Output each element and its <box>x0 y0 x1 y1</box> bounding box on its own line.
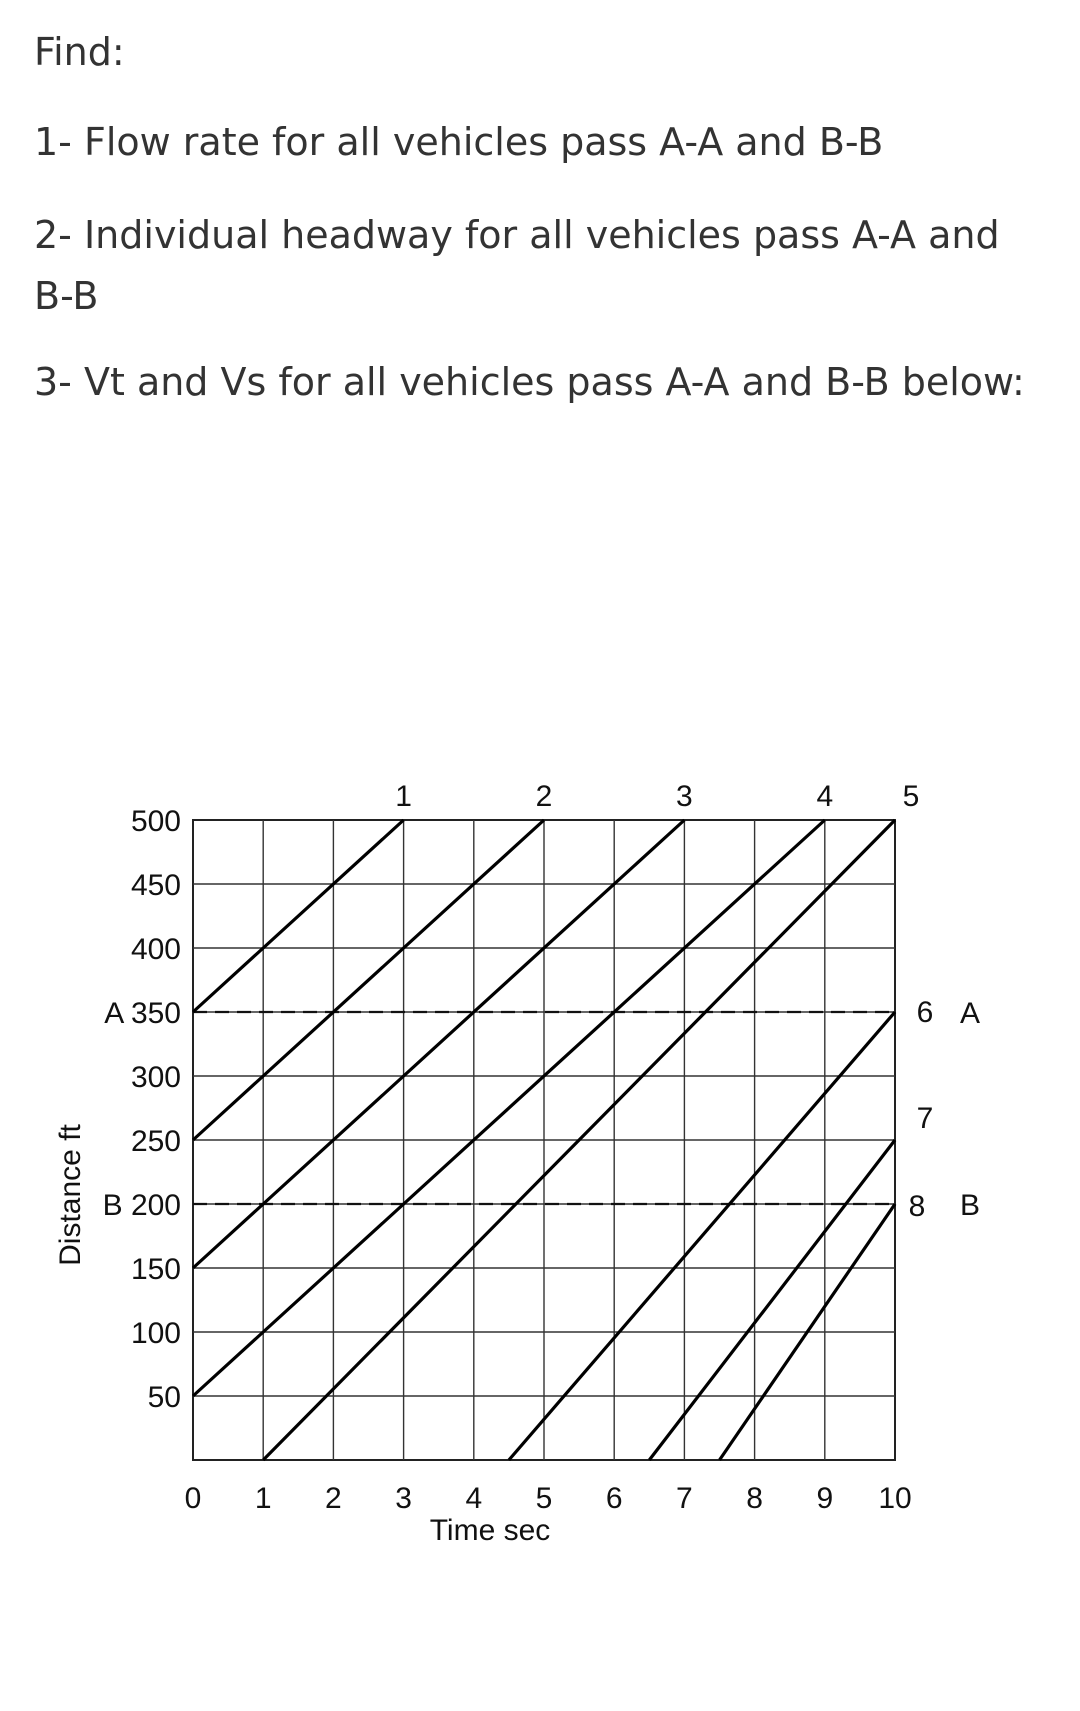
trajectory-label-5: 5 <box>902 780 920 813</box>
x-tick-label: 4 <box>465 1482 483 1515</box>
x-tick-label: 6 <box>605 1482 623 1515</box>
trajectory-2 <box>193 820 544 1140</box>
x-tick-label: 2 <box>325 1482 342 1515</box>
y-tick-label: 50 <box>147 1381 181 1414</box>
y-tick-label: 300 <box>130 1061 181 1094</box>
x-axis-label: Time sec <box>429 1514 551 1547</box>
x-tick-label: 1 <box>254 1482 272 1515</box>
trajectory-label-1: 1 <box>395 780 412 813</box>
trajectory-label-6: 6 <box>916 996 934 1029</box>
x-tick-label: 5 <box>535 1482 553 1515</box>
trajectory-7 <box>649 1140 895 1460</box>
x-tick-label: 0 <box>184 1482 202 1515</box>
y-tick-label: 100 <box>130 1317 181 1350</box>
x-tick-label: 8 <box>746 1482 763 1515</box>
trajectory-4 <box>193 820 825 1396</box>
trajectory-label-2: 2 <box>535 780 553 813</box>
time-space-diagram <box>0 740 1080 1560</box>
x-tick-label: 7 <box>676 1482 693 1515</box>
y-axis-label: Distance ft <box>54 1124 87 1266</box>
x-tick-label: 9 <box>816 1482 834 1515</box>
reference-label-b: B <box>959 1189 981 1222</box>
y-tick-label: 250 <box>130 1125 181 1158</box>
y-tick-label: A 350 <box>104 997 181 1030</box>
trajectory-label-3: 3 <box>676 780 693 813</box>
tick-labels <box>103 805 912 1515</box>
y-tick-label: 150 <box>130 1253 181 1286</box>
vehicle-trajectories <box>193 780 933 1460</box>
trajectory-label-4: 4 <box>816 780 834 813</box>
x-tick-label: 10 <box>878 1482 912 1515</box>
x-tick-label: 3 <box>395 1482 412 1515</box>
find-heading: Find: <box>34 30 125 74</box>
question-2: 2- Individual headway for all vehicles pass A-A and B-B <box>34 213 1000 318</box>
y-tick-label: 500 <box>130 805 181 838</box>
y-tick-label: 450 <box>130 869 181 902</box>
trajectory-1 <box>193 820 404 1012</box>
trajectory-label-7: 7 <box>916 1102 934 1135</box>
trajectory-3 <box>193 820 684 1268</box>
trajectory-label-8: 8 <box>908 1190 926 1223</box>
y-tick-label: B 200 <box>102 1189 181 1222</box>
question-3: 3- Vt and Vs for all vehicles pass A-A and B-B below: <box>34 360 1025 404</box>
question-1: 1- Flow rate for all vehicles pass A-A and B-B <box>34 120 884 164</box>
reference-label-a: A <box>959 997 981 1030</box>
y-tick-label: 400 <box>130 933 181 966</box>
